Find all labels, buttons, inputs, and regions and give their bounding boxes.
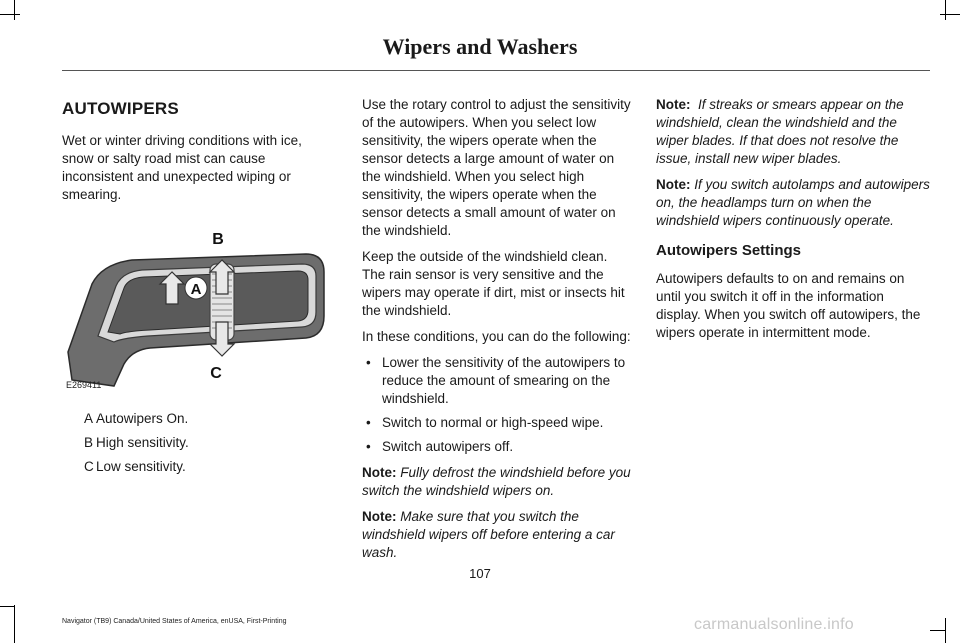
legend-text: Low sensitivity. xyxy=(96,459,186,474)
note-text: If streaks or smears appear on the windshield, clean the windshield and the wiper blades. If that does not resolve the issue, install new wiper blades. xyxy=(656,97,904,166)
note-label: Note: xyxy=(362,509,397,524)
footer-text: Navigator (TB9) Canada/United States of America, enUSA, First-Printing xyxy=(62,618,287,625)
note-label: Note: xyxy=(656,177,691,192)
middle-column xyxy=(362,96,634,570)
sensitivity-paragraph: Use the rotary control to adjust the sensitivity of the autowipers. When you select low sensitivity, the wipers operate when the sensor detects a large amount of water on the windshield. When you select high sensitivity, the wipers operate when the sensor detects a small amount of water on the windshield. xyxy=(362,97,631,238)
legend-key: B xyxy=(84,435,94,450)
note-streaks xyxy=(656,96,932,168)
list-item xyxy=(362,354,634,408)
note-defrost xyxy=(362,464,634,500)
wiper-control-illustration xyxy=(62,224,330,394)
intro-paragraph: Wet or winter driving conditions with ice, snow or salty road mist can cause inconsistent and unexpected wiping or smearing. xyxy=(62,133,302,202)
crop-mark-top-right-h xyxy=(940,14,960,15)
legend-key: A xyxy=(84,411,94,426)
list-item xyxy=(362,414,634,432)
callout-b: B xyxy=(212,231,224,248)
settings-paragraph: Autowipers defaults to on and remains on until you switch it off in the information display. When you switch off autowipers, the wipers operate in intermittent mode. xyxy=(656,271,921,340)
note-text: If you switch autolamps and autowipers on, the headlamps turn on when the windshield wipers continuously operate. xyxy=(656,177,930,228)
legend-text: High sensitivity. xyxy=(96,435,189,450)
list-item-text: Lower the sensitivity of the autowipers to reduce the amount of smearing on the windshield. xyxy=(382,355,626,406)
conditions-list xyxy=(362,354,634,456)
conditions-paragraph: In these conditions, you can do the following: xyxy=(362,329,631,344)
crop-mark-top-left-h xyxy=(0,14,20,15)
crop-mark-top-right-v xyxy=(945,0,946,20)
note-label: Note: xyxy=(656,97,691,112)
crop-mark-bottom-right-h xyxy=(930,630,945,631)
autowipers-control-figure xyxy=(62,224,330,394)
crop-mark-bottom-right-v xyxy=(945,618,946,643)
note-car-wash xyxy=(362,508,634,562)
list-item-text: Switch autowipers off. xyxy=(382,439,514,454)
bullet-icon: • xyxy=(366,439,371,454)
list-item-text: Switch to normal or high-speed wipe. xyxy=(382,415,604,430)
clean-windshield-paragraph: Keep the outside of the windshield clean. The rain sensor is very sensitive and the wipers may operate if dirt, mist or insects hit the windshield. xyxy=(362,249,625,318)
legend-key: C xyxy=(84,459,94,474)
figure-code: E269411 xyxy=(66,380,102,390)
callout-c: C xyxy=(210,365,222,382)
watermark: carmanualsonline.info xyxy=(694,616,854,633)
bullet-icon: • xyxy=(366,415,371,430)
legend-row xyxy=(62,410,330,428)
legend-text: Autowipers On. xyxy=(96,411,189,426)
note-text: Fully defrost the windshield before you switch the windshield wipers on. xyxy=(362,465,631,498)
page-header-title: Wipers and Washers xyxy=(382,34,578,59)
crop-mark-bottom-left-v xyxy=(14,605,15,643)
settings-subheading: Autowipers Settings xyxy=(656,242,802,259)
right-column xyxy=(656,96,932,350)
crop-mark-bottom-left-h xyxy=(0,606,15,607)
callout-a: A xyxy=(190,281,202,298)
left-column xyxy=(62,96,330,482)
figure-legend xyxy=(62,410,330,476)
list-item xyxy=(362,438,634,456)
note-autolamps xyxy=(656,176,932,230)
section-heading: AUTOWIPERS xyxy=(62,99,179,118)
legend-row xyxy=(62,434,330,452)
page-number: 107 xyxy=(469,566,491,581)
header-rule xyxy=(62,70,930,71)
note-label: Note: xyxy=(362,465,397,480)
bullet-icon: • xyxy=(366,355,371,370)
legend-row xyxy=(62,458,330,476)
note-text: Make sure that you switch the windshield wipers off before entering a car wash. xyxy=(362,509,615,560)
crop-mark-top-left-v xyxy=(14,0,15,20)
